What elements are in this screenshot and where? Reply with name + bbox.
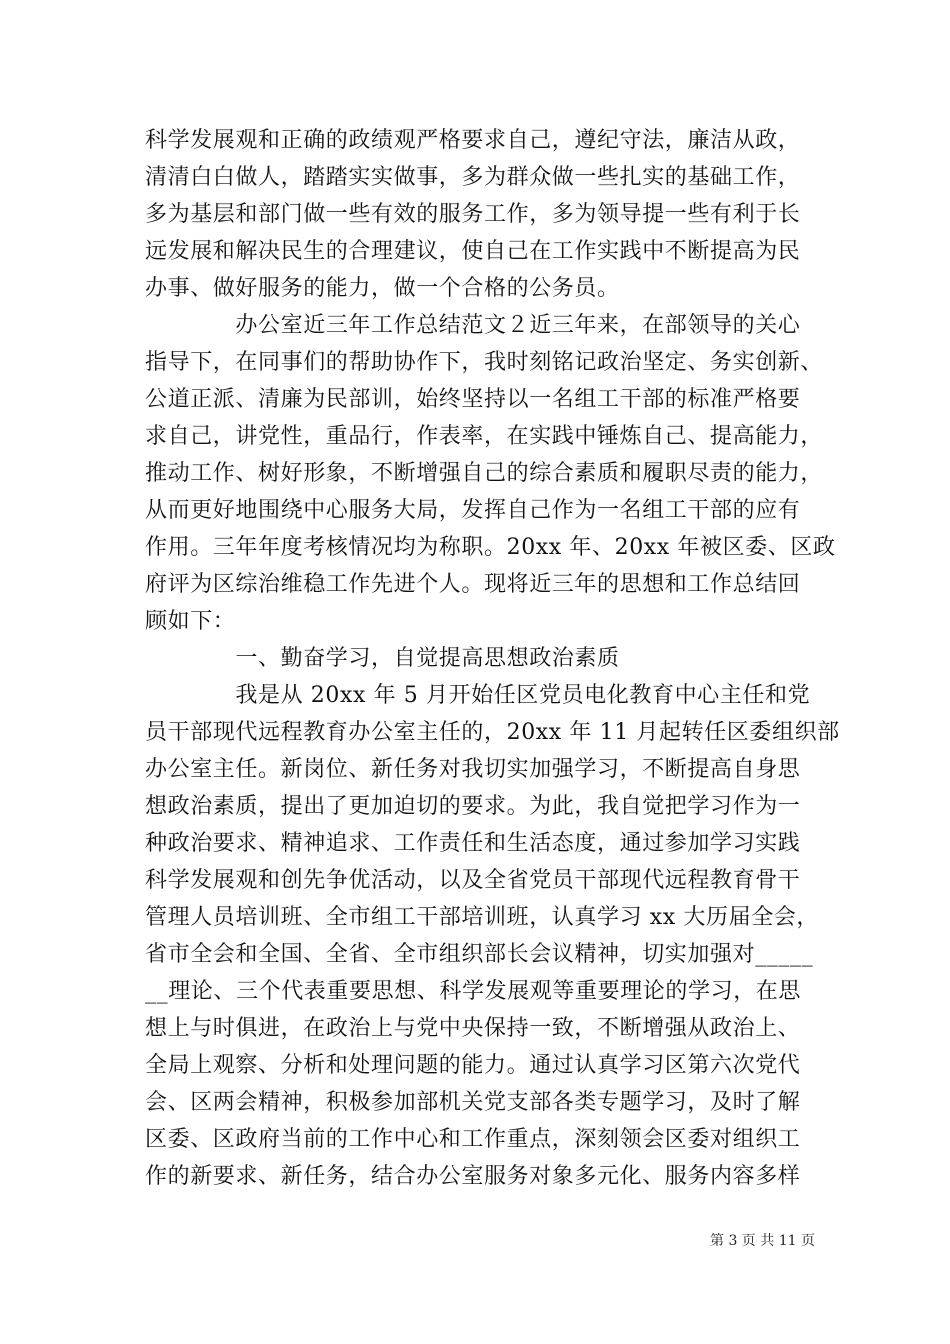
text-line: 府评为区综治维稳工作先进个人。现将近三年的思想和工作总结回	[145, 572, 801, 597]
text-line: 作的新要求、新任务，结合办公室服务对象多元化、服务内容多样	[145, 1164, 801, 1189]
text-line: 多为基层和部门做一些有效的服务工作，多为领导提一些有利于长	[145, 202, 801, 227]
text-line: 推动工作、树好形象，不断增强自己的综合素质和履职尽责的能力，	[145, 461, 824, 486]
text-line: 想上与时俱进，在政治上与党中央保持一致，不断增强从政治上、	[145, 1016, 801, 1041]
text-line: __理论、三个代表重要思想、科学发展观等重要理论的学习，在思	[145, 979, 802, 1004]
text-line: 会、区两会精神，积极参加部机关党支部各类专题学习，及时了解	[145, 1090, 801, 1115]
text-line: 从而更好地围绕中心服务大局，发挥自己作为一名组工干部的应有	[145, 498, 801, 523]
page-number-footer: 第 3 页 共 11 页	[710, 1233, 815, 1249]
text-line: 省市全会和全国、全省、全市组织部长会议精神，切实加强对_____	[145, 942, 814, 967]
section-heading: 一、勤奋学习，自觉提高思想政治素质	[145, 646, 620, 671]
text-line: 远发展和解决民生的合理建议，使自己在工作实践中不断提高为民	[145, 239, 801, 264]
text-line: 顾如下：	[145, 609, 236, 634]
text-line: 办事、做好服务的能力，做一个合格的公务员。	[145, 276, 620, 301]
text-line: 管理人员培训班、全市组工干部培训班，认真学习 xx 大历届全会，	[145, 905, 820, 930]
text-line: 求自己，讲党性，重品行，作表率，在实践中锤炼自己、提高能力，	[145, 424, 824, 449]
text-line: 指导下，在同事们的帮助协作下，我时刻铭记政治坚定、务实创新、	[145, 350, 824, 375]
text-line: 科学发展观和创先争优活动，以及全省党员干部现代远程教育骨干	[145, 868, 801, 893]
text-line: 公道正派、清廉为民部训，始终坚持以一名组工干部的标准严格要	[145, 387, 801, 412]
text-line: 种政治要求、精神追求、工作责任和生活态度，通过参加学习实践	[145, 831, 801, 856]
text-line: 办公室主任。新岗位、新任务对我切实加强学习，不断提高自身思	[145, 757, 801, 782]
text-line: 作用。三年年度考核情况均为称职。20xx 年、20xx 年被区委、区政	[145, 535, 836, 560]
text-line: 我是从 20xx 年 5 月开始任区党员电化教育中心主任和党	[145, 683, 811, 708]
text-line: 区委、区政府当前的工作中心和工作重点，深刻领会区委对组织工	[145, 1127, 801, 1152]
text-line: 员干部现代远程教育办公室主任的，20xx 年 11 月起转任区委组织部	[145, 720, 840, 745]
text-line: 想政治素质，提出了更加迫切的要求。为此，我自觉把学习作为一	[145, 794, 801, 819]
text-line: 科学发展观和正确的政绩观严格要求自己，遵纪守法，廉洁从政，	[145, 128, 801, 153]
text-line: 清清白白做人，踏踏实实做事，多为群众做一些扎实的基础工作，	[145, 165, 801, 190]
text-line: 办公室近三年工作总结范文２近三年来，在部领导的关心	[145, 313, 801, 338]
text-line: 全局上观察、分析和处理问题的能力。通过认真学习区第六次党代	[145, 1053, 801, 1078]
